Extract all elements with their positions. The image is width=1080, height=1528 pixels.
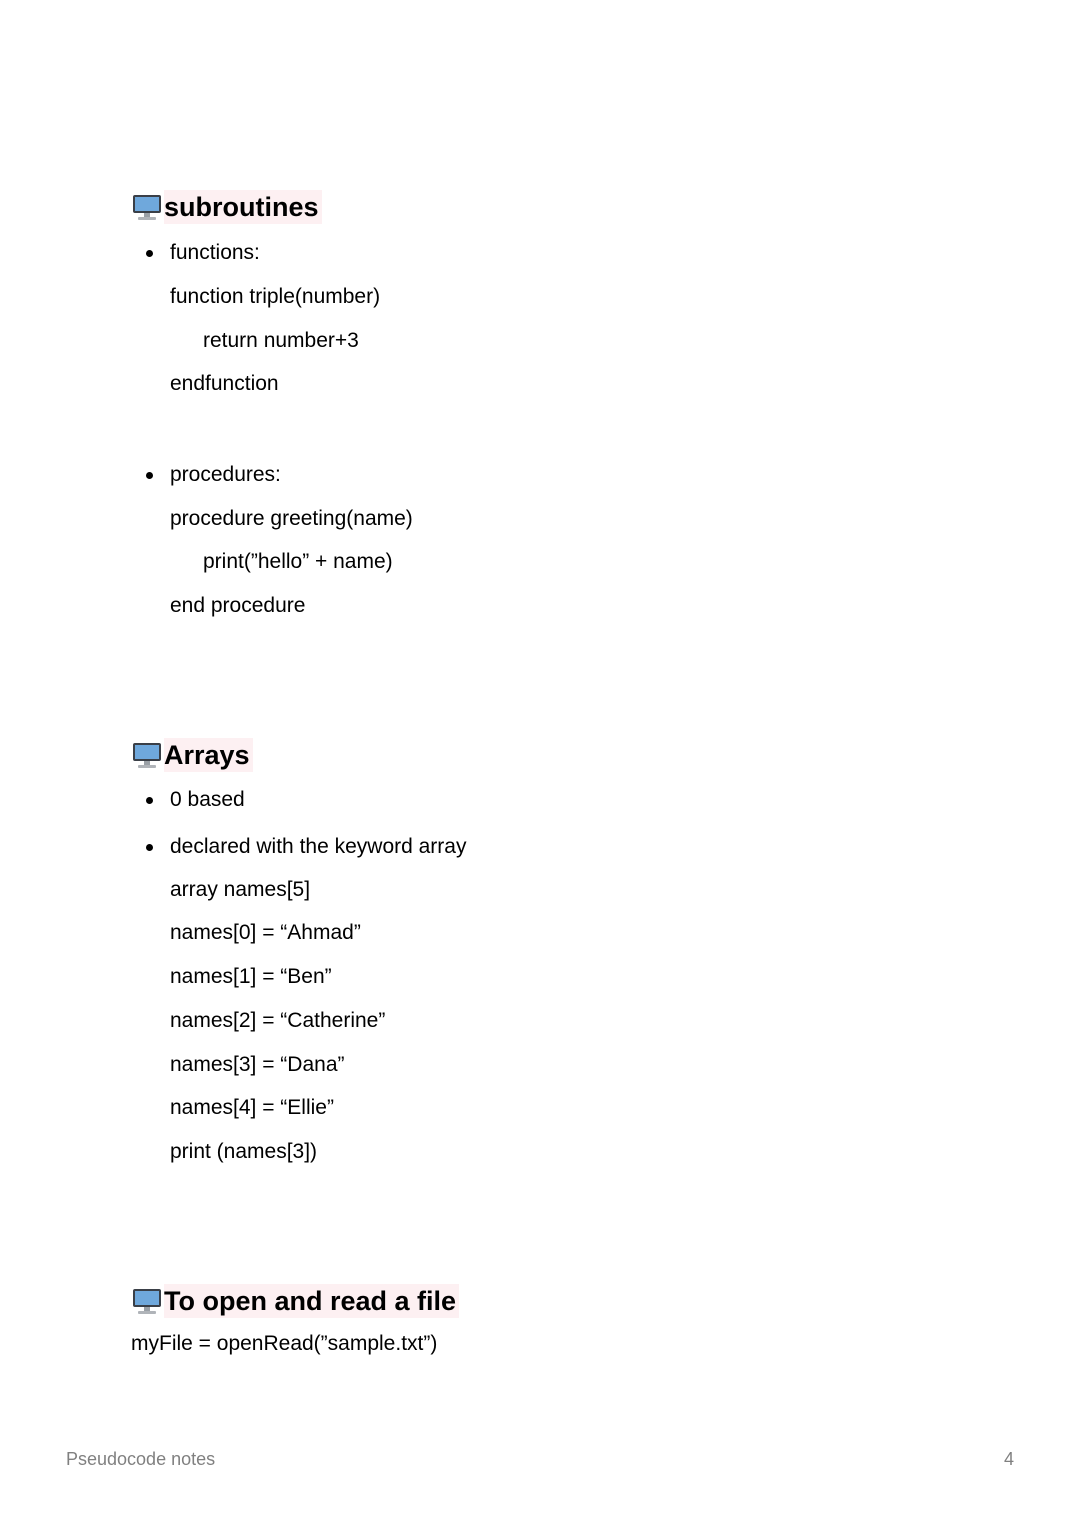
heading-open-file [132, 1284, 459, 1318]
section-title: To open and read a file [164, 1284, 459, 1318]
list-item: 0 based [170, 788, 245, 811]
code-line: procedure greeting(name) [170, 507, 413, 530]
footer-page-number: 4 [1003, 1449, 1014, 1469]
code-line: names[3] = “Dana” [170, 1053, 345, 1076]
code-line: function triple(number) [170, 285, 381, 308]
code-line: print (names[3]) [170, 1140, 318, 1163]
code-line: names[1] = “Ben” [170, 965, 332, 988]
list-item: functions: [170, 241, 260, 264]
code-line: names[4] = “Ellie” [170, 1096, 334, 1119]
desktop-computer-icon [132, 740, 162, 770]
code-line: array names[5] [170, 878, 311, 901]
section-title: Arrays [164, 738, 253, 772]
code-line: names[0] = “Ahmad” [170, 921, 361, 944]
heading-arrays [132, 738, 253, 772]
code-line: myFile = openRead(”sample.txt”) [131, 1332, 438, 1355]
code-line: return number+3 [203, 329, 359, 352]
desktop-computer-icon [132, 1286, 162, 1316]
code-line: names[2] = “Catherine” [170, 1009, 386, 1032]
code-line: end procedure [170, 594, 306, 617]
heading-subroutines [132, 190, 322, 224]
section-title: subroutines [164, 190, 322, 224]
footer-document-title: Pseudocode notes [66, 1449, 216, 1469]
list-item: declared with the keyword array [170, 835, 467, 858]
desktop-computer-icon [132, 192, 162, 222]
list-item: procedures: [170, 463, 281, 486]
code-line: endfunction [170, 372, 279, 395]
code-line: print(”hello” + name) [203, 550, 393, 573]
